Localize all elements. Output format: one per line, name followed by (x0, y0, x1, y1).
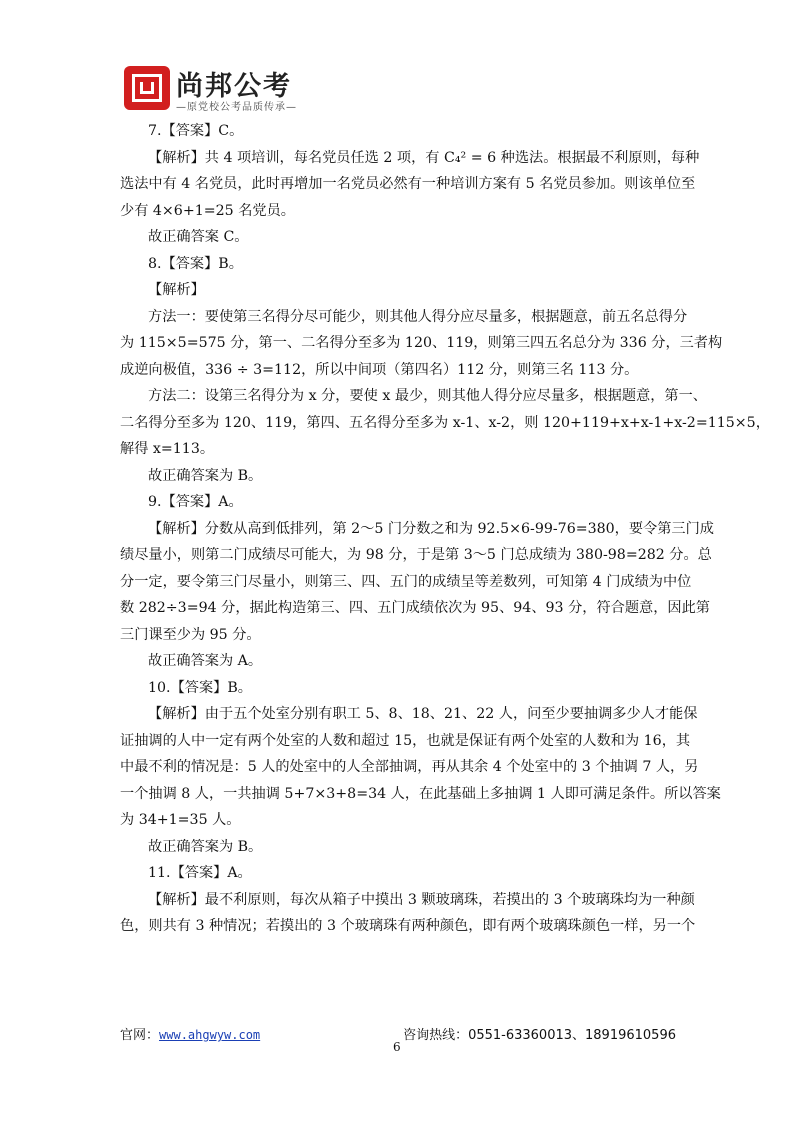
logo-mark-icon (124, 66, 170, 110)
text-line: 证抽调的人中一定有两个处室的人数和超过 15，也就是保证有两个处室的人数和为 16，其 (120, 732, 691, 749)
brand-tagline: —原党校公考品质传承— (176, 102, 297, 113)
answer-7-heading: 7.【答案】C。 (148, 123, 244, 139)
text-line: 【解析】由于五个处室分别有职工 5、8、18、21、22 人，问至少要抽调多少人才能保 (148, 706, 698, 722)
text-line: 【解析】最不利原则，每次从箱子中摸出 3 颗玻璃珠，若摸出的 3 个玻璃珠均为一种颜 (148, 891, 695, 908)
conclusion-line: 故正确答案为 B。 (148, 838, 263, 855)
footer-website (120, 1024, 260, 1043)
text-line: 为 115×5=575 分，第一、二名得分至多为 120、119，则第三四五名总分为 336 分，三者构 (120, 335, 723, 351)
text-line: 【解析】共 4 项培训，每名党员任选 2 项，有 C₄² = 6 种选法。根据最不利原则，每种 (148, 149, 700, 166)
conclusion-line: 故正确答案为 B。 (148, 467, 263, 484)
text-line: 解得 x=113。 (120, 441, 215, 457)
text-line: 选法中有 4 名党员，此时再增加一名党员必然有一种培训方案有 5 名党员参加。则该单位至 (120, 176, 696, 192)
answer-11-heading: 11.【答案】A。 (148, 865, 252, 881)
page-number: 6 (393, 1040, 401, 1054)
text-line: 方法二：设第三名得分为 x 分，要使 x 最少，则其他人得分应尽量多，根据题意，第一、 (148, 388, 707, 404)
answer-10-heading: 10.【答案】B。 (148, 679, 252, 696)
text-line: 一个抽调 8 人，一共抽调 5+7×3+8=34 人，在此基础上多抽调 1 人即可满足条件。所以答案 (120, 785, 721, 802)
text-line: 三门课至少为 95 分。 (120, 626, 261, 643)
text-line: 数 282÷3=94 分，据此构造第三、四、五门成绩依次为 95、94、93 分，符合题意，因此第 (120, 600, 710, 616)
brand-name: 尚邦公考 (176, 71, 292, 102)
document-body (120, 118, 770, 940)
analysis-heading: 【解析】 (148, 282, 205, 298)
answer-9-heading: 9.【答案】A。 (148, 494, 243, 510)
text-line: 方法一：要使第三名得分尽可能少，则其他人得分应尽量多，根据题意，前五名总得分 (148, 308, 688, 325)
answer-8-heading: 8.【答案】B。 (148, 255, 243, 272)
text-line: 为 34+1=35 人。 (120, 812, 241, 828)
text-line: 成逆向极值，336 ÷ 3=112，所以中间项（第四名）112 分，则第三名 113 分。 (120, 361, 639, 378)
text-line: 分一定，要令第三门尽量小，则第三、四、五门的成绩呈等差数列，可知第 4 门成绩为中位 (120, 573, 692, 590)
text-line: 少有 4×6+1=25 名党员。 (120, 202, 295, 219)
text-line: 色，则共有 3 种情况；若摸出的 3 个玻璃珠有两种颜色，即有两个玻璃珠颜色一样，另一个 (120, 918, 696, 934)
footer-hotline: 咨询热线：0551-63360013、18919610596 (403, 1028, 676, 1043)
text-line: 中最不利的情况是：5 人的处室中的人全部抽调，再从其余 4 个处室中的 3 个抽调 7 人，另 (120, 759, 699, 775)
text-line: 【解析】分数从高到低排列，第 2～5 门分数之和为 92.5×6-99-76=380，要令第三门成 (148, 520, 714, 537)
brand-logo (124, 64, 324, 112)
text-line: 绩尽量小，则第二门成绩尽可能大，为 98 分，于是第 3～5 门总成绩为 380-98=282 分。总 (120, 547, 712, 563)
text-line: 二名得分至多为 120、119，第四、五名得分至多为 x-1、x-2，则 120+119+x+x-1+x-2=115×5， (120, 414, 770, 431)
conclusion-line: 故正确答案为 A。 (148, 653, 263, 669)
site-link[interactable]: www.ahgwyw.com (159, 1028, 261, 1042)
site-label: 官网： (120, 1028, 160, 1043)
conclusion-line: 故正确答案 C。 (148, 229, 249, 245)
